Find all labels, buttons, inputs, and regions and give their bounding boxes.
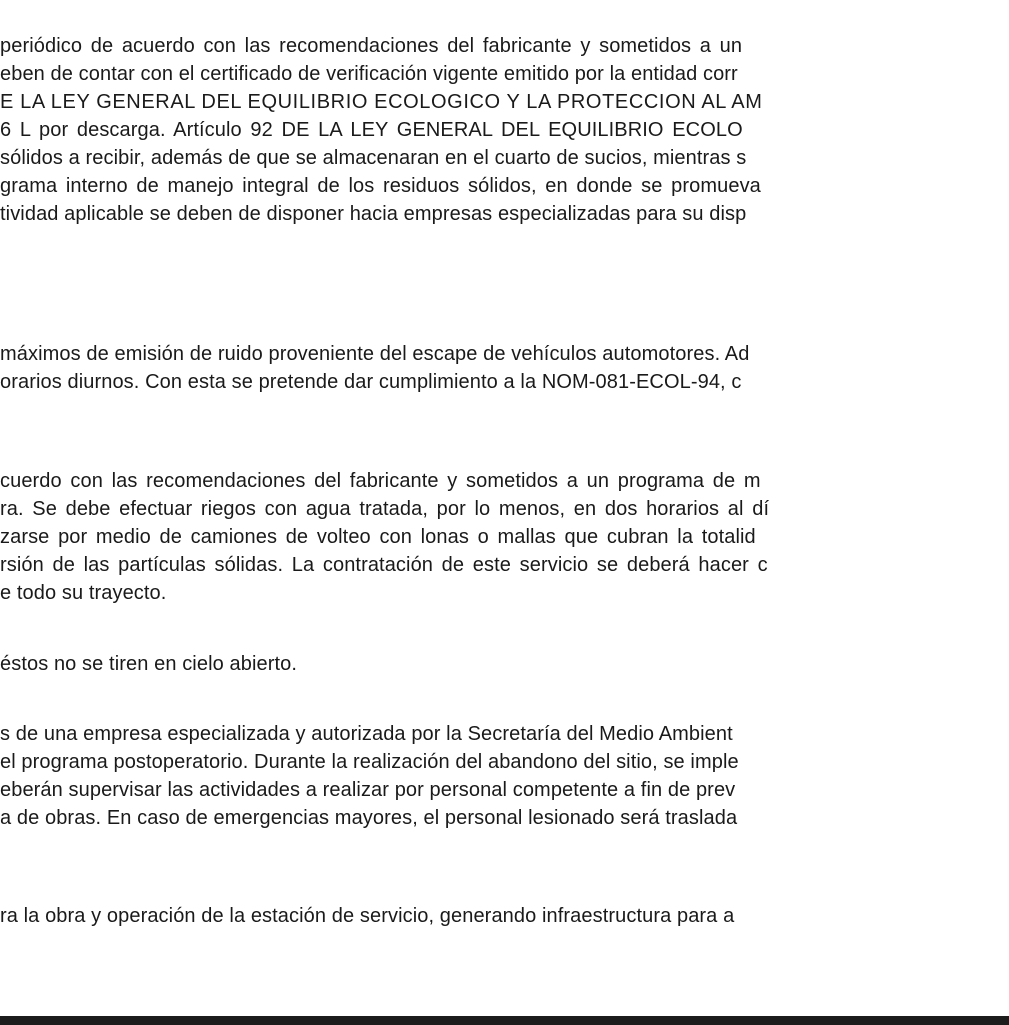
text-line: E LA LEY GENERAL DEL EQUILIBRIO ECOLOGICO Y LA PROTECCION AL AM bbox=[0, 91, 763, 113]
text-line: zarse por medio de camiones de volteo con lonas o mallas que cubran la totalid bbox=[0, 526, 756, 548]
text-line: ra. Se debe efectuar riegos con agua tratada, por lo menos, en dos horarios al dí bbox=[0, 498, 770, 520]
text-line: grama interno de manejo integral de los residuos sólidos, en donde se promueva bbox=[0, 175, 761, 197]
text-line: periódico de acuerdo con las recomendaciones del fabricante y sometidos a un bbox=[0, 35, 743, 57]
text-line: tividad aplicable se deben de disponer hacia empresas especializadas para su disp bbox=[0, 203, 747, 225]
text-line: cuerdo con las recomendaciones del fabricante y sometidos a un programa de m bbox=[0, 470, 761, 492]
text-line: orarios diurnos. Con esta se pretende dar cumplimiento a la NOM-081-ECOL-94, c bbox=[0, 371, 742, 393]
text-line: rsión de las partículas sólidas. La contratación de este servicio se deberá hacer c bbox=[0, 554, 768, 576]
text-line: 6 L por descarga. Artículo 92 DE LA LEY GENERAL DEL EQUILIBRIO ECOLO bbox=[0, 119, 743, 141]
text-line: s de una empresa especializada y autorizada por la Secretaría del Medio Ambient bbox=[0, 723, 733, 745]
text-line: sólidos a recibir, además de que se almacenaran en el cuarto de sucios, mientras s bbox=[0, 147, 747, 169]
text-line: e todo su trayecto. bbox=[0, 582, 167, 604]
text-line: a de obras. En caso de emergencias mayores, el personal lesionado será traslada bbox=[0, 807, 738, 829]
text-line: éstos no se tiren en cielo abierto. bbox=[0, 653, 298, 675]
text-line: máximos de emisión de ruido proveniente del escape de vehículos automotores. Ad bbox=[0, 343, 750, 365]
text-line: el programa postoperatorio. Durante la realización del abandono del sitio, se imple bbox=[0, 751, 739, 773]
text-line: ra la obra y operación de la estación de servicio, generando infraestructura para a bbox=[0, 905, 735, 927]
text-line: eberán supervisar las actividades a realizar por personal competente a fin de prev bbox=[0, 779, 736, 801]
bottom-divider-bar bbox=[0, 1016, 1009, 1025]
text-line: eben de contar con el certificado de verificación vigente emitido por la entidad corr bbox=[0, 63, 738, 85]
